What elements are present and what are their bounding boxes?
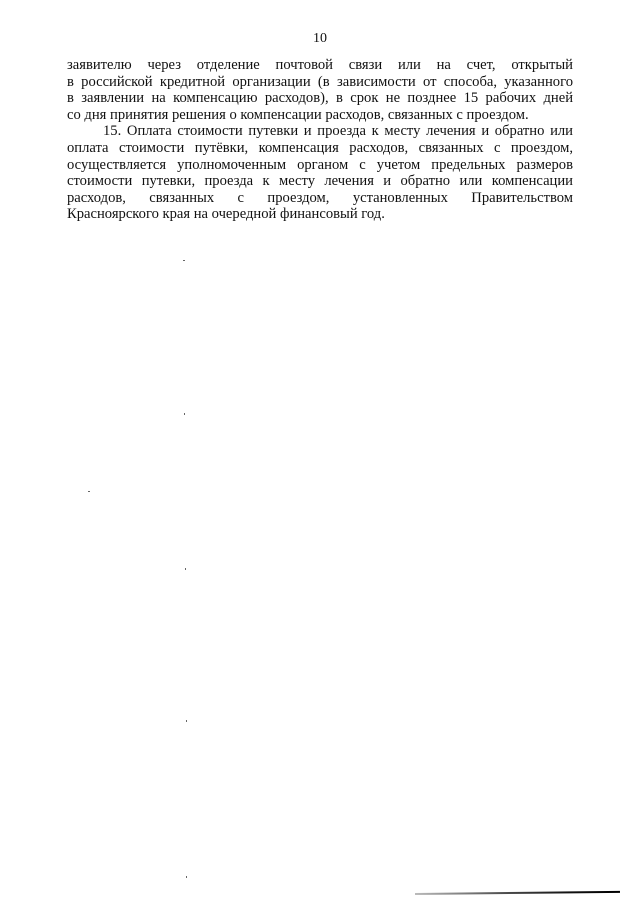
paragraph-continuation xyxy=(67,57,573,123)
text-line: в заявлении на компенсацию расходов), в срок не позднее 15 рабочих дней xyxy=(67,90,573,107)
text-line: расходов, связанных с проездом, установленных Правительством xyxy=(67,189,573,206)
text-line: заявителю через отделение почтовой связи или на счет, открытый xyxy=(67,57,573,73)
text-line: Красноярского края на очередной финансовый год. xyxy=(67,206,385,223)
scan-speck xyxy=(88,491,90,492)
bottom-rule-line xyxy=(415,891,620,895)
paragraph-item-15 xyxy=(67,123,573,223)
text-line: оплата стоимости путёвки, компенсация расходов, связанных с проездом, xyxy=(67,139,573,156)
text-line: осуществляется уполномоченным органом с учетом предельных размеров xyxy=(67,156,573,173)
text-line: стоимости путевки, проезда к месту лечения и обратно или компенсации xyxy=(67,173,573,190)
scan-speck xyxy=(184,413,185,415)
scan-speck xyxy=(185,568,186,570)
text-line: в российской кредитной организации (в зависимости от способа, указанного xyxy=(67,73,573,90)
text-line: со дня принятия решения о компенсации расходов, связанных с проездом. xyxy=(67,106,529,123)
scan-speck xyxy=(186,876,187,878)
scan-speck xyxy=(183,260,185,261)
page-number: 10 xyxy=(313,31,327,46)
text-line: 15. Оплата стоимости путевки и проезда к месту лечения и обратно или xyxy=(103,123,573,140)
scan-speck xyxy=(186,720,187,722)
document-body xyxy=(67,57,573,223)
